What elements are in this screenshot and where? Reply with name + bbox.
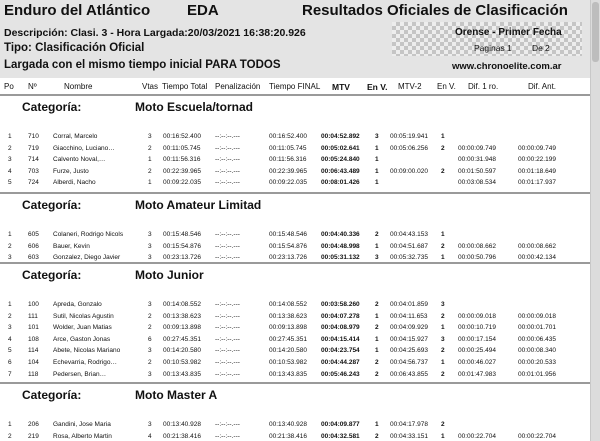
pages-label: Paginas <box>474 43 505 53</box>
category-label: Categoría: <box>22 198 82 212</box>
cell-dif1: 00:00:46.027 <box>458 359 496 366</box>
cell-final: 00:14:08.552 <box>269 301 307 308</box>
table-row <box>0 432 590 441</box>
cell-inv: 2 <box>375 231 379 238</box>
cell-inv2: 1 <box>441 133 445 140</box>
table-row <box>0 132 590 143</box>
cell-name: Apreda, Gonzalo <box>53 301 102 308</box>
cell-laps: 2 <box>148 312 152 320</box>
cell-mtv: 00:05:31.132 <box>321 254 360 262</box>
cell-total: 00:15:54.876 <box>163 242 201 250</box>
cell-mtv: 00:04:07.278 <box>321 312 360 320</box>
cell-dif1: 00:00:25.494 <box>458 347 496 355</box>
cell-num: 606 <box>28 242 39 250</box>
cell-mtv2: 00:04:43.153 <box>390 231 428 238</box>
cell-pen: --:--:--.--- <box>215 156 240 164</box>
description: Descripción: Clasi. 3 - Hora Largada:20/03/2021 16:38:20.926 <box>4 27 306 39</box>
cell-pen: --:--:--.--- <box>215 179 240 187</box>
cell-laps: 3 <box>148 370 152 378</box>
cell-laps: 3 <box>148 347 152 355</box>
cell-name: Arce, Gaston Jonas <box>53 335 111 343</box>
cell-total: 00:27:45.351 <box>163 335 201 343</box>
cell-pen: --:--:--.--- <box>215 421 240 428</box>
cell-mtv: 00:05:02.641 <box>321 144 360 152</box>
cell-num: 100 <box>28 301 39 308</box>
col-mtv: MTV <box>332 82 350 92</box>
vertical-scrollbar[interactable] <box>590 0 600 441</box>
cell-inv2: 3 <box>441 335 445 343</box>
cell-laps: 4 <box>148 432 152 440</box>
cell-final: 00:09:22.035 <box>269 179 307 187</box>
cell-total: 00:11:56.316 <box>163 156 201 164</box>
round-name: Orense - Primer Fecha <box>455 27 562 38</box>
cell-difant: 00:00:09.018 <box>518 312 556 320</box>
category-header <box>0 195 590 217</box>
cell-pen: --:--:--.--- <box>215 167 240 175</box>
cell-dif1: 00:00:10.719 <box>458 324 496 332</box>
cell-num: 605 <box>28 231 39 238</box>
cell-laps: 2 <box>148 324 152 332</box>
cell-inv2: 2 <box>441 242 445 250</box>
cell-mtv2: 00:04:17.978 <box>390 421 428 428</box>
cell-mtv: 00:04:15.414 <box>321 335 360 343</box>
cell-inv: 3 <box>375 254 379 262</box>
cell-final: 00:15:54.876 <box>269 242 307 250</box>
cell-final: 00:13:38.623 <box>269 312 307 320</box>
cell-inv2: 2 <box>441 347 445 355</box>
cell-difant: 00:00:08.662 <box>518 242 556 250</box>
cell-po: 5 <box>8 347 12 355</box>
cell-final: 00:23:13.726 <box>269 254 307 262</box>
cell-laps: 1 <box>148 179 152 187</box>
col-total: Tiempo Total <box>162 82 208 91</box>
cell-inv: 1 <box>375 335 379 343</box>
cell-num: 703 <box>28 167 39 175</box>
cell-inv2: 1 <box>441 359 445 366</box>
cell-inv: 1 <box>375 242 379 250</box>
cell-num: 104 <box>28 359 39 366</box>
cell-inv: 1 <box>375 167 379 175</box>
cell-name: Giacchino, Luciano… <box>53 144 115 152</box>
cell-po: 7 <box>8 370 12 378</box>
cell-mtv2: 00:04:33.151 <box>390 432 428 440</box>
cell-po: 2 <box>8 312 12 320</box>
cell-po: 5 <box>8 179 12 187</box>
cell-dif1: 00:00:17.154 <box>458 335 496 343</box>
category-separator <box>0 382 590 384</box>
cell-laps: 2 <box>148 359 152 366</box>
cell-laps: 3 <box>148 242 152 250</box>
cell-pen: --:--:--.--- <box>215 370 240 378</box>
cell-total: 00:23:13.726 <box>163 254 201 262</box>
website: www.chronoelite.com.ar <box>452 61 562 72</box>
cell-num: 710 <box>28 133 39 140</box>
cell-pen: --:--:--.--- <box>215 359 240 366</box>
cell-name: Calvento Noval,… <box>53 156 106 164</box>
cell-mtv2: 00:09:00.020 <box>390 167 428 175</box>
col-num: Nº <box>28 82 37 91</box>
start-note: Largada con el mismo tiempo inicial PARA TODOS <box>4 59 281 71</box>
cell-pen: --:--:--.--- <box>215 254 240 262</box>
table-row <box>0 346 590 357</box>
cell-mtv: 00:04:40.336 <box>321 231 360 238</box>
cell-final: 00:09:13.898 <box>269 324 307 332</box>
cell-pen: --:--:--.--- <box>215 301 240 308</box>
table-row <box>0 167 590 178</box>
cell-total: 00:14:20.580 <box>163 347 201 355</box>
classification-type: Tipo: Clasificación Oficial <box>4 42 145 54</box>
category-label: Categoría: <box>22 388 82 402</box>
cell-name: Bauer, Kevin <box>53 242 90 250</box>
cell-num: 719 <box>28 144 39 152</box>
cell-inv: 1 <box>375 347 379 355</box>
cell-final: 00:27:45.351 <box>269 335 307 343</box>
cell-inv2: 1 <box>441 231 445 238</box>
cell-po: 2 <box>8 432 12 440</box>
cell-laps: 3 <box>148 421 152 428</box>
cell-total: 00:13:40.928 <box>163 421 201 428</box>
cell-po: 6 <box>8 359 12 366</box>
cell-inv2: 2 <box>441 421 445 428</box>
cell-dif1: 00:00:08.662 <box>458 242 496 250</box>
cell-po: 1 <box>8 421 12 428</box>
cell-inv: 1 <box>375 179 379 187</box>
cell-name: Colaneri, Rodrigo Nicols <box>53 231 124 238</box>
cell-final: 00:13:40.928 <box>269 421 307 428</box>
cell-laps: 3 <box>148 231 152 238</box>
cell-final: 00:21:38.416 <box>269 432 307 440</box>
cell-name: Gandini, Jose Maria <box>53 421 111 428</box>
cell-dif1: 00:00:09.018 <box>458 312 496 320</box>
table-row <box>0 144 590 155</box>
cell-difant: 00:00:09.749 <box>518 144 556 152</box>
cell-dif1: 00:03:08.534 <box>458 179 496 187</box>
cell-laps: 3 <box>148 301 152 308</box>
cell-name: Wolder, Juan Matias <box>53 324 112 332</box>
table-row <box>0 358 590 369</box>
cell-pen: --:--:--.--- <box>215 231 240 238</box>
cell-inv: 3 <box>375 133 379 140</box>
cell-pen: --:--:--.--- <box>215 432 240 440</box>
category-separator <box>0 192 590 194</box>
cell-num: 111 <box>28 312 38 320</box>
cell-pen: --:--:--.--- <box>215 144 240 152</box>
col-mtv2: MTV-2 <box>398 82 422 91</box>
cell-total: 00:09:22.035 <box>163 179 201 187</box>
event-name: Enduro del Atlántico <box>4 2 151 19</box>
cell-num: 114 <box>28 347 39 355</box>
cell-difant: 00:01:18.649 <box>518 167 556 175</box>
cell-total: 00:13:38.623 <box>163 312 201 320</box>
cell-inv: 2 <box>375 324 379 332</box>
pages-of: De <box>532 43 543 53</box>
table-row <box>0 178 590 189</box>
cell-total: 00:09:13.898 <box>163 324 201 332</box>
cell-inv: 2 <box>375 432 379 440</box>
table-row <box>0 323 590 334</box>
cell-dif1: 00:00:22.704 <box>458 432 496 440</box>
table-row <box>0 420 590 431</box>
cell-po: 1 <box>8 301 12 308</box>
col-dif1: Dif. 1 ro. <box>468 82 499 91</box>
report-title: Resultados Oficiales de Clasificación <box>302 2 568 19</box>
col-penalty: Penalización <box>215 82 261 91</box>
cell-inv2: 2 <box>441 144 445 152</box>
cell-inv: 2 <box>375 359 379 366</box>
table-row <box>0 230 590 241</box>
cell-pen: --:--:--.--- <box>215 347 240 355</box>
category-label: Categoría: <box>22 100 82 114</box>
cell-mtv2: 00:04:11.653 <box>390 312 428 320</box>
cell-num: 219 <box>28 432 39 440</box>
cell-num: 118 <box>28 370 39 378</box>
category-name: Moto Master A <box>135 388 218 402</box>
cell-name: Alberdi, Nacho <box>53 179 96 187</box>
cell-laps: 1 <box>148 156 152 164</box>
cell-num: 108 <box>28 335 39 343</box>
cell-total: 00:11:05.745 <box>163 144 201 152</box>
cell-name: Furze, Justo <box>53 167 89 175</box>
cell-po: 2 <box>8 144 12 152</box>
cell-po: 4 <box>8 167 12 175</box>
category-separator <box>0 94 590 96</box>
cell-final: 00:14:20.580 <box>269 347 307 355</box>
cell-mtv: 00:04:52.892 <box>321 133 360 140</box>
cell-pen: --:--:--.--- <box>215 335 240 343</box>
cell-difant: 00:00:01.701 <box>518 324 556 332</box>
cell-inv2: 1 <box>441 324 445 332</box>
category-separator <box>0 262 590 264</box>
cell-po: 3 <box>8 254 12 262</box>
cell-name: Corral, Marcelo <box>53 133 98 140</box>
category-label: Categoría: <box>22 268 82 282</box>
category-header <box>0 265 590 287</box>
cell-dif1: 00:01:47.983 <box>458 370 496 378</box>
cell-dif1: 00:00:50.796 <box>458 254 496 262</box>
cell-inv: 1 <box>375 144 379 152</box>
cell-final: 00:16:52.400 <box>269 133 307 140</box>
cell-difant: 00:00:22.199 <box>518 156 556 164</box>
cell-po: 3 <box>8 156 12 164</box>
cell-mtv2: 00:04:51.687 <box>390 242 428 250</box>
cell-po: 1 <box>8 231 12 238</box>
category-name: Moto Junior <box>135 268 204 282</box>
cell-num: 603 <box>28 254 39 262</box>
cell-pen: --:--:--.--- <box>215 324 240 332</box>
cell-total: 00:13:43.835 <box>163 370 201 378</box>
cell-total: 00:14:08.552 <box>163 301 201 308</box>
cell-inv: 2 <box>375 370 379 378</box>
cell-mtv2: 00:04:15.927 <box>390 335 428 343</box>
cell-num: 714 <box>28 156 39 164</box>
category-name: Moto Escuela/tornad <box>135 100 254 114</box>
cell-mtv2: 00:04:25.693 <box>390 347 428 355</box>
cell-mtv2: 00:06:43.855 <box>390 370 428 378</box>
cell-mtv: 00:04:44.287 <box>321 359 360 366</box>
cell-total: 00:16:52.400 <box>163 133 201 140</box>
pages-current: 1 <box>507 43 512 53</box>
cell-final: 00:11:05.745 <box>269 144 307 152</box>
col-difant: Dif. Ant. <box>528 82 557 91</box>
cell-pen: --:--:--.--- <box>215 242 240 250</box>
table-row <box>0 312 590 323</box>
col-final: Tiempo FINAL <box>269 82 321 91</box>
cell-laps: 2 <box>148 167 152 175</box>
cell-po: 3 <box>8 324 12 332</box>
col-laps: Vtas <box>142 82 159 91</box>
event-acronym: EDA <box>187 2 219 19</box>
cell-mtv: 00:04:08.979 <box>321 324 360 332</box>
cell-inv2: 1 <box>441 432 445 440</box>
cell-mtv2: 00:05:32.735 <box>390 254 428 262</box>
cell-num: 724 <box>28 179 39 187</box>
cell-difant: 00:00:20.533 <box>518 359 556 366</box>
pages-total: 2 <box>545 43 550 53</box>
cell-difant: 00:01:01.956 <box>518 370 556 378</box>
cell-inv: 2 <box>375 301 379 308</box>
cell-mtv: 00:05:46.243 <box>321 370 360 378</box>
cell-mtv2: 00:04:01.859 <box>390 301 428 308</box>
cell-num: 101 <box>28 324 39 332</box>
cell-final: 00:13:43.835 <box>269 370 307 378</box>
cell-difant: 00:00:22.704 <box>518 432 556 440</box>
cell-mtv: 00:04:32.581 <box>321 432 360 440</box>
cell-inv2: 1 <box>441 254 445 262</box>
cell-dif1: 00:00:31.948 <box>458 156 496 164</box>
cell-total: 00:21:38.416 <box>163 432 201 440</box>
cell-difant: 00:00:06.435 <box>518 335 556 343</box>
category-header <box>0 385 590 407</box>
cell-mtv2: 00:05:06.256 <box>390 144 428 152</box>
cell-final: 00:15:48.546 <box>269 231 307 238</box>
scrollbar-thumb[interactable] <box>592 2 599 62</box>
category-header <box>0 97 590 119</box>
cell-final: 00:11:56.316 <box>269 156 307 164</box>
cell-mtv: 00:04:48.998 <box>321 242 360 250</box>
cell-mtv: 00:04:23.754 <box>321 347 360 355</box>
cell-pen: --:--:--.--- <box>215 312 240 320</box>
cell-mtv: 00:04:09.877 <box>321 421 360 428</box>
cell-mtv: 00:06:43.489 <box>321 167 360 175</box>
cell-mtv: 00:05:24.840 <box>321 156 360 164</box>
cell-name: Abete, Nicolas Mariano <box>53 347 121 355</box>
cell-dif1: 00:00:09.749 <box>458 144 496 152</box>
cell-name: Echevarria, Rodrigo… <box>53 359 117 366</box>
report-header <box>0 0 590 78</box>
col-name: Nombre <box>64 82 93 91</box>
cell-final: 00:22:39.965 <box>269 167 307 175</box>
col-inv: En V. <box>367 82 388 92</box>
cell-difant: 00:00:42.134 <box>518 254 556 262</box>
cell-mtv2: 00:04:09.929 <box>390 324 428 332</box>
cell-inv2: 2 <box>441 167 445 175</box>
cell-name: Sutil, Nicolas Agustin <box>53 312 114 320</box>
cell-difant: 00:01:17.937 <box>518 179 556 187</box>
table-row <box>0 300 590 311</box>
col-inv2: En V. <box>437 82 456 91</box>
cell-po: 4 <box>8 335 12 343</box>
cell-inv2: 2 <box>441 312 445 320</box>
cell-inv: 1 <box>375 421 379 428</box>
cell-mtv: 00:03:58.260 <box>321 301 360 308</box>
cell-name: Rosa, Alberto Martin <box>53 432 112 440</box>
cell-laps: 6 <box>148 335 152 343</box>
cell-pen: --:--:--.--- <box>215 133 240 140</box>
cell-total: 00:22:39.965 <box>163 167 201 175</box>
table-row <box>0 155 590 166</box>
cell-name: Pedersen, Brian… <box>53 370 107 378</box>
cell-mtv2: 00:04:56.737 <box>390 359 428 366</box>
cell-inv2: 2 <box>441 370 445 378</box>
cell-inv2: 3 <box>441 301 445 308</box>
category-name: Moto Amateur Limitad <box>135 198 262 212</box>
cell-inv: 1 <box>375 312 379 320</box>
cell-final: 00:10:53.982 <box>269 359 307 366</box>
cell-po: 2 <box>8 242 12 250</box>
table-row <box>0 370 590 381</box>
table-row <box>0 335 590 346</box>
cell-laps: 2 <box>148 144 152 152</box>
cell-name: Gonzalez, Diego Javier <box>53 254 121 262</box>
cell-total: 00:15:48.546 <box>163 231 201 238</box>
col-po: Po <box>4 82 14 91</box>
cell-mtv: 00:08:01.426 <box>321 179 360 187</box>
cell-num: 206 <box>28 421 39 428</box>
cell-mtv2: 00:05:19.941 <box>390 133 428 140</box>
cell-difant: 00:00:08.340 <box>518 347 556 355</box>
cell-dif1: 00:01:50.597 <box>458 167 496 175</box>
cell-laps: 3 <box>148 254 152 262</box>
cell-inv: 1 <box>375 156 379 164</box>
cell-po: 1 <box>8 133 12 140</box>
cell-total: 00:10:53.982 <box>163 359 201 366</box>
cell-laps: 3 <box>148 133 152 140</box>
table-row <box>0 242 590 253</box>
